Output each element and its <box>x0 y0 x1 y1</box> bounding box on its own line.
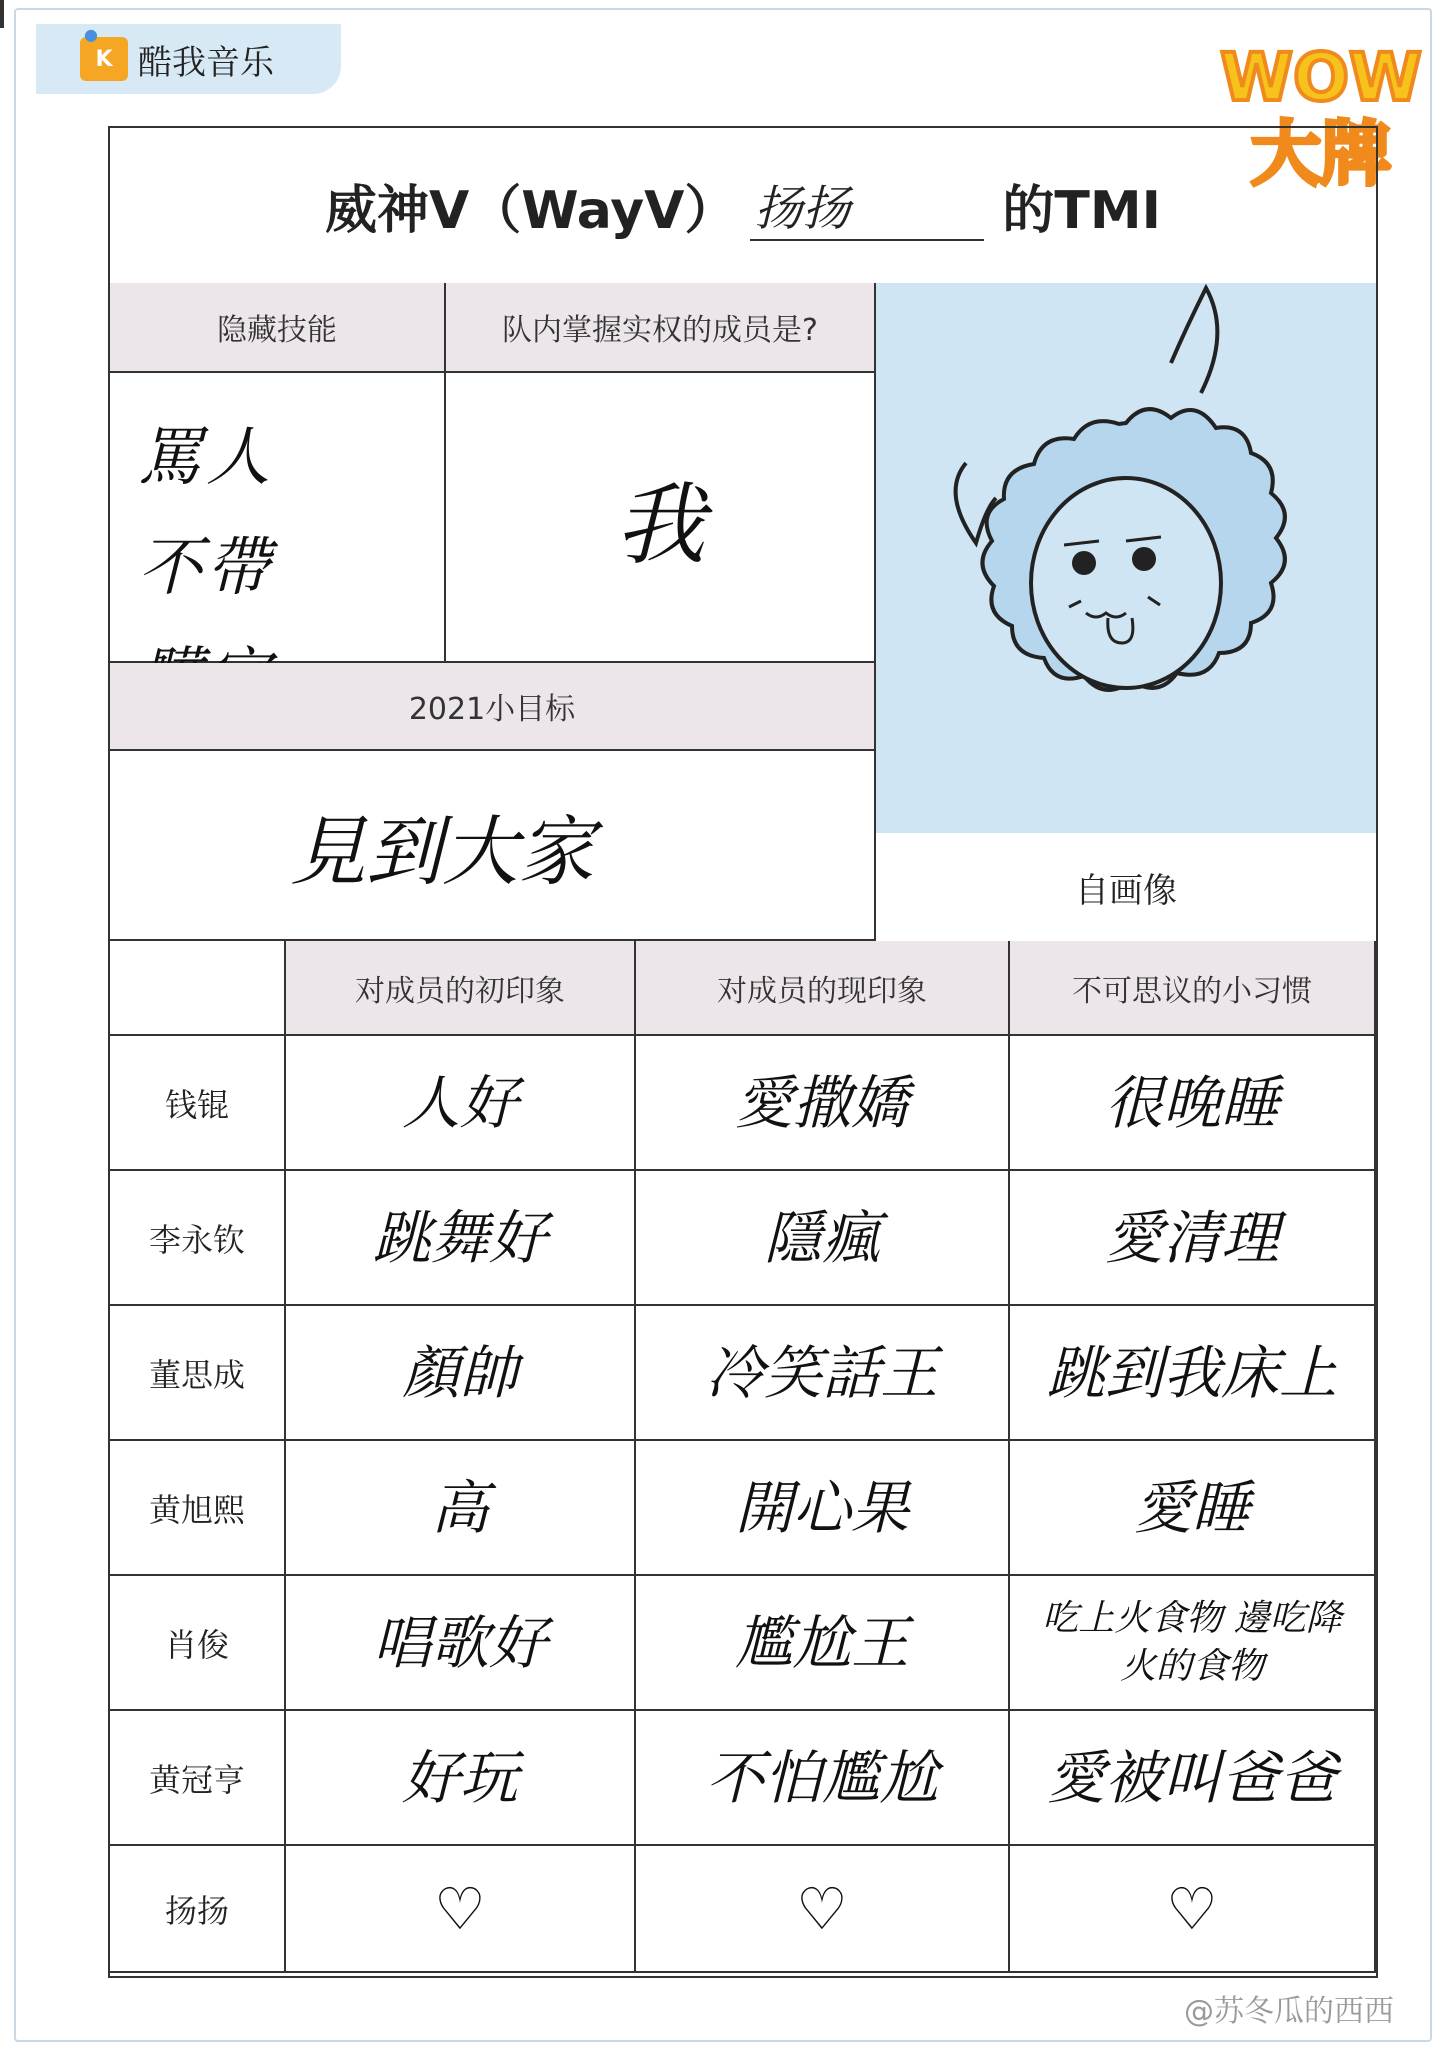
title-prefix: 威神V（WayV） <box>325 181 737 241</box>
member-name: 董思成 <box>110 1306 286 1441</box>
hidden-skill-answer-cell <box>110 373 446 663</box>
table-cell-now: 尷尬王 <box>636 1576 1010 1711</box>
member-name: 钱锟 <box>110 1036 286 1171</box>
table-cell-habit: 吃上火食物 邊吃降火的食物 <box>1010 1576 1376 1711</box>
title-name: 扬扬 <box>750 170 984 241</box>
table-cell-now: 隱瘋 <box>636 1171 1010 1306</box>
table-column-header: 对成员的初印象 <box>286 941 636 1036</box>
member-name: 李永钦 <box>110 1171 286 1306</box>
table-cell-habit: 愛清理 <box>1010 1171 1376 1306</box>
sheep-drawing <box>876 283 1376 833</box>
table-cell-first: 好玩 <box>286 1711 636 1846</box>
app-name: 酷我音乐 <box>138 42 274 83</box>
member-name: 扬扬 <box>110 1846 286 1973</box>
member-name: 黄旭熙 <box>110 1441 286 1576</box>
table-cell-first: 跳舞好 <box>286 1171 636 1306</box>
tmi-form <box>108 126 1378 1978</box>
self-portrait-label: 自画像 <box>876 833 1376 943</box>
power-member-header: 队内掌握实权的成员是? <box>446 283 876 373</box>
table-cell-habit: 愛被叫爸爸 <box>1010 1711 1376 1846</box>
table-column-header: 不可思议的小习惯 <box>1010 941 1376 1036</box>
table-cell-now: 開心果 <box>636 1441 1010 1576</box>
brand-line1: WOW <box>1220 39 1422 116</box>
table-cell-first: 高 <box>286 1441 636 1576</box>
table-cell-first: 唱歌好 <box>286 1576 636 1711</box>
scan-mark <box>0 0 4 28</box>
member-name: 黄冠亨 <box>110 1711 286 1846</box>
watermark: @苏冬瓜的西西 <box>1184 1994 1394 2029</box>
table-cell-habit: 愛睡 <box>1010 1441 1376 1576</box>
goal-answer: 見到大家 <box>110 751 876 941</box>
table-cell-now: ♡ <box>636 1846 1010 1973</box>
table-cell-first: ♡ <box>286 1846 636 1973</box>
member-name: 肖俊 <box>110 1576 286 1711</box>
app-badge <box>36 24 341 94</box>
goal-header: 2021小目标 <box>110 663 876 751</box>
brand-line2: 大牌 <box>1251 113 1391 195</box>
table-cell-first: 顏帥 <box>286 1306 636 1441</box>
table-cell-now: 愛撒嬌 <box>636 1036 1010 1171</box>
hidden-skill-answer: 罵人不帶 <box>138 421 274 605</box>
self-portrait-drawing <box>876 283 1376 835</box>
tmi-sheet <box>14 8 1432 2042</box>
table-cell-now: 不怕尷尬 <box>636 1711 1010 1846</box>
app-logo-icon: ● K <box>80 37 128 81</box>
table-cell-first: 人好 <box>286 1036 636 1171</box>
table-cell-habit: 很晚睡 <box>1010 1036 1376 1171</box>
table-corner-cell <box>110 941 286 1036</box>
table-cell-habit: ♡ <box>1010 1846 1376 1973</box>
table-cell-habit: 跳到我床上 <box>1010 1306 1376 1441</box>
table-column-header: 对成员的现印象 <box>636 941 1010 1036</box>
power-member-answer: 我 <box>446 373 876 663</box>
table-cell-now: 冷笑話王 <box>636 1306 1010 1441</box>
page-title <box>110 128 1376 285</box>
title-suffix: 的TMI <box>1002 181 1161 241</box>
hidden-skill-header: 隐藏技能 <box>110 283 446 373</box>
